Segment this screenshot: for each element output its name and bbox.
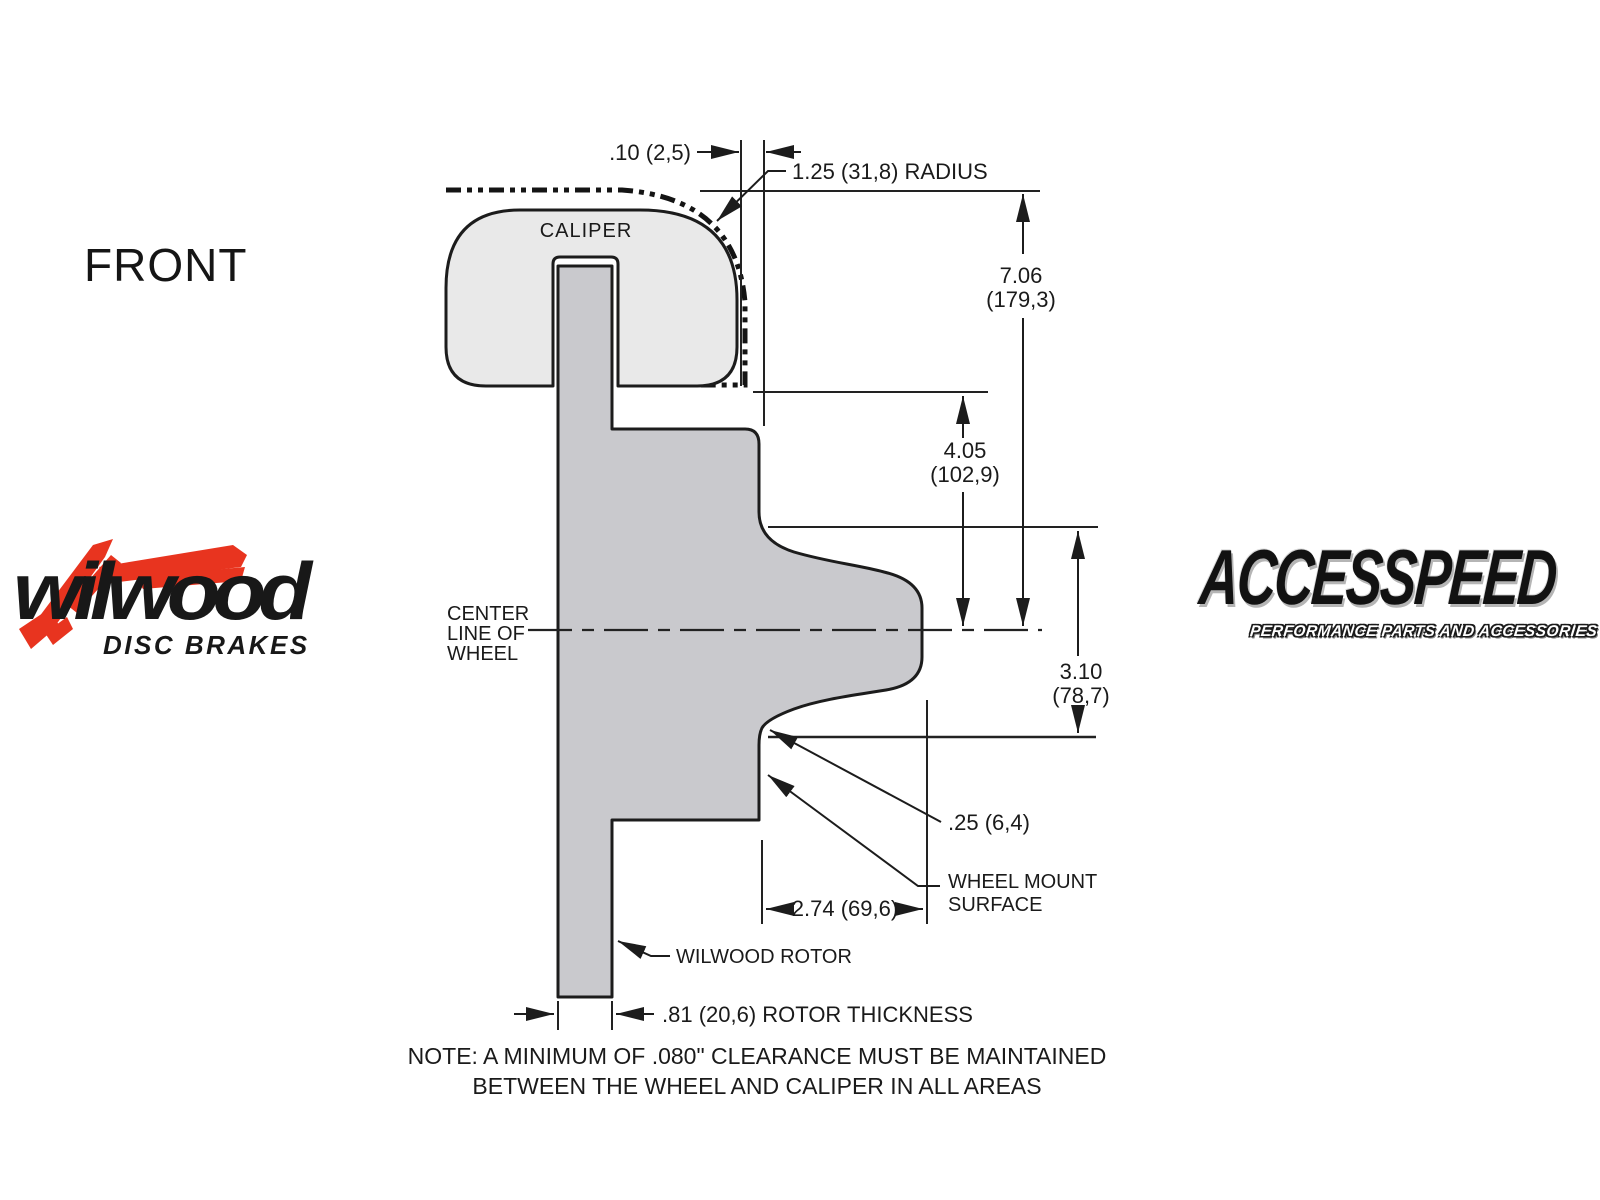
radius-leader <box>717 171 786 221</box>
note-line2: BETWEEN THE WHEEL AND CALIPER IN ALL AREAS <box>472 1073 1042 1099</box>
dim-706-metric-text: (179,3) <box>986 287 1056 312</box>
accesspeed-brand-text: ACCESSPEED <box>1196 533 1559 621</box>
wilwood-brand-text: wilwood <box>13 545 305 637</box>
dim-405-text: 4.05 <box>943 438 987 463</box>
wheel-mount-label-line1: WHEEL MOUNT <box>948 871 1098 893</box>
centerline-label-line2: LINE OF <box>447 623 525 645</box>
centerline-label-line1: CENTER <box>447 603 530 625</box>
dim-706-text: 7.06 <box>999 263 1043 288</box>
wilwood-tagline-text: DISC BRAKES <box>103 630 310 660</box>
view-title: FRONT <box>84 239 248 291</box>
note-line1: NOTE: A MINIMUM OF .080" CLEARANCE MUST BE MAINTAINED <box>407 1043 1107 1069</box>
accesspeed-tagline-text: PERFORMANCE PARTS AND ACCESSORIES <box>1249 623 1599 640</box>
lip-text: .25 (6,4) <box>948 810 1030 835</box>
caliper-label: CALIPER <box>539 220 633 242</box>
dim-310-text: 3.10 <box>1059 659 1103 684</box>
radius-text: 1.25 (31,8) RADIUS <box>792 159 988 184</box>
rotor-label: WILWOOD ROTOR <box>676 946 852 968</box>
dim-310-metric-text: (78,7) <box>1052 683 1110 708</box>
rotor-thickness-text: .81 (20,6) ROTOR THICKNESS <box>662 1002 973 1027</box>
wheel-mount-label-line2: SURFACE <box>948 894 1043 916</box>
centerline-label-line3: WHEEL <box>447 643 519 665</box>
dim-clearance-text: .10 (2,5) <box>609 140 691 165</box>
rotor-leader <box>618 941 670 956</box>
dim-405-metric-text: (102,9) <box>930 462 1000 487</box>
dim-274-text: 2.74 (69,6) <box>791 896 899 921</box>
wheel-mount-leader <box>768 775 940 886</box>
lip-leader <box>770 730 941 822</box>
